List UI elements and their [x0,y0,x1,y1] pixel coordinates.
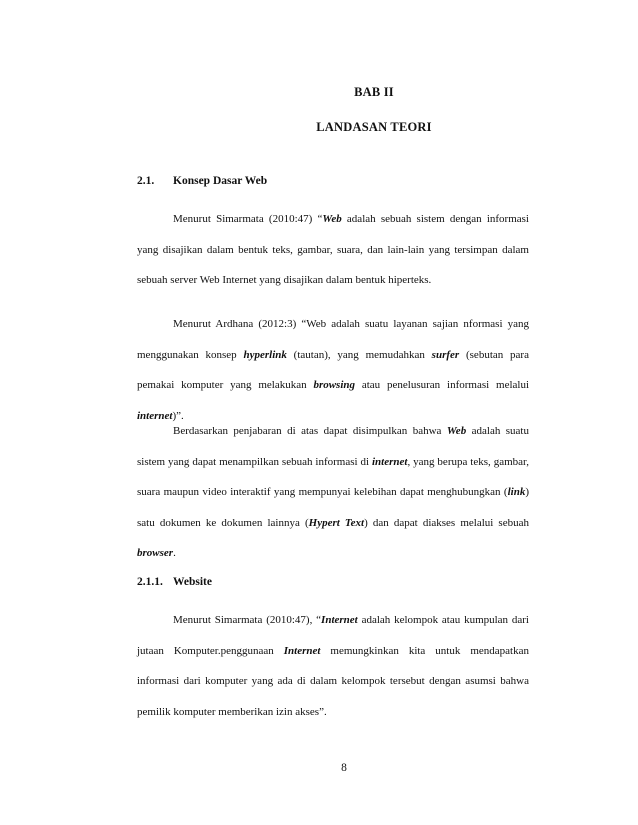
section-number: 2.1.1. [137,576,163,588]
section-title: Konsep Dasar Web [173,175,268,187]
chapter-title: LANDASAN TEORI [316,120,432,134]
section-number: 2.1. [137,175,155,187]
chapter-label: BAB II [354,85,394,99]
section-title: Website [173,576,212,588]
paragraph-internet-definition: Menurut Simarmata (2010:47), “Internet adalah kelompok atau kumpulan dari jutaan Komputer.penggunaan Internet memungkinkan kita untuk mendapatkan informasi dari komputer yang ada di dalam kelompok tersebut dengan asumsi bahwa pemilik komputer memberikan izin akses”. [137,614,529,718]
page-number: 8 [341,762,347,774]
section-heading-2-1-1 [137,576,212,588]
section-heading-2-1 [137,175,267,187]
paragraph-web-definition-ardhana: Menurut Ardhana (2012:3) “Web adalah suatu layanan sajian nformasi yang menggunakan konsep hyperlink (tautan), yang memudahkan surfer (sebutan para pemakai komputer yang melakukan browsing atau penelusuran informasi melalui internet)”. [137,318,529,422]
paragraph-web-definition-simarmata: Menurut Simarmata (2010:47) “Web adalah sebuah sistem dengan informasi yang disajikan dalam bentuk teks, gambar, suara, dan lain-lain yang tersimpan dalam sebuah server Web Internet yang disajikan dalam bentuk hiperteks. [137,213,529,286]
paragraph-web-conclusion: Berdasarkan penjabaran di atas dapat disimpulkan bahwa Web adalah suatu sistem yang dapat menampilkan sebuah informasi di internet, yang berupa teks, gambar, suara maupun video interaktif yang mempunyai kelebihan dapat menghubungkan (link) satu dokumen ke dokumen lainnya (Hypert Text) dan dapat diakses melalui sebuah browser. [137,425,529,559]
